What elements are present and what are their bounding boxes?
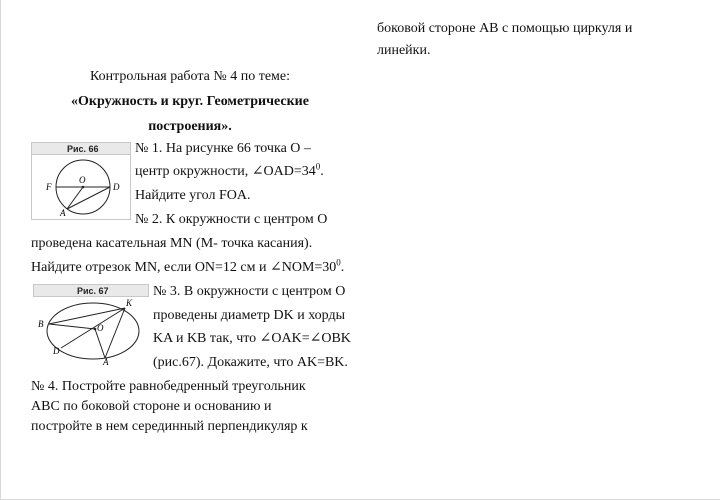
figure-67-point-k: K <box>126 298 133 308</box>
task-4-line-3: постройте в нем серединный перпендикуляр к <box>31 419 308 434</box>
task-4-line-1: № 4. Постройте равнобедренный треугольник <box>31 379 306 394</box>
figure-67-point-b: B <box>38 319 44 329</box>
task-2-line-2: проведена касательная MN (М- точка касания). <box>31 236 313 251</box>
task-4-line-2: ABC по боковой стороне и основанию и <box>31 399 272 414</box>
figure-66 <box>31 142 131 220</box>
task-3-line-2: проведены диаметр DK и хорды <box>153 308 346 323</box>
task-1-line-1: № 1. На рисунке 66 точка О – <box>135 141 311 156</box>
test-topic-line-1: «Окружность и круг. Геометрические <box>71 94 309 109</box>
figure-67-point-a: A <box>103 357 109 366</box>
task-2-line-3: Найдите отрезок MN, если ON=12 см и $\angle NOM=30^0$. <box>31 257 345 275</box>
test-title: Контрольная работа № 4 по теме: <box>89 69 291 84</box>
figure-66-point-a: A <box>60 208 66 218</box>
task-3-line-4: (рис.67). Докажите, что AK=BK. <box>153 355 348 370</box>
task-3-line-3: KA и KB так, что ∠OAK=∠OBK <box>153 331 351 346</box>
figure-66-point-o: O <box>79 175 86 185</box>
right-column-line-2: линейки. <box>377 43 431 58</box>
figure-66-point-f: F <box>46 182 52 192</box>
task-1-line-3: Найдите угол FOA. <box>135 188 251 203</box>
task-2-line-1: № 2. К окружности с центром О <box>135 212 328 227</box>
figure-66-point-d: D <box>113 182 120 192</box>
figure-67-point-d: D <box>53 346 60 356</box>
figure-66-label: Рис. 66 <box>67 144 99 154</box>
test-topic-line-2: построения». <box>148 119 232 134</box>
figure-67 <box>33 284 149 366</box>
figure-67-point-o: O <box>97 323 104 333</box>
right-column-line-1: боковой стороне АВ с помощью циркуля и <box>377 21 633 36</box>
task-3-line-1: № 3. В окружности с центром О <box>153 284 346 299</box>
task-1-line-2: центр окружности, $\angle OAD=34^0$. <box>135 161 324 179</box>
figure-67-label: Рис. 67 <box>77 286 109 296</box>
